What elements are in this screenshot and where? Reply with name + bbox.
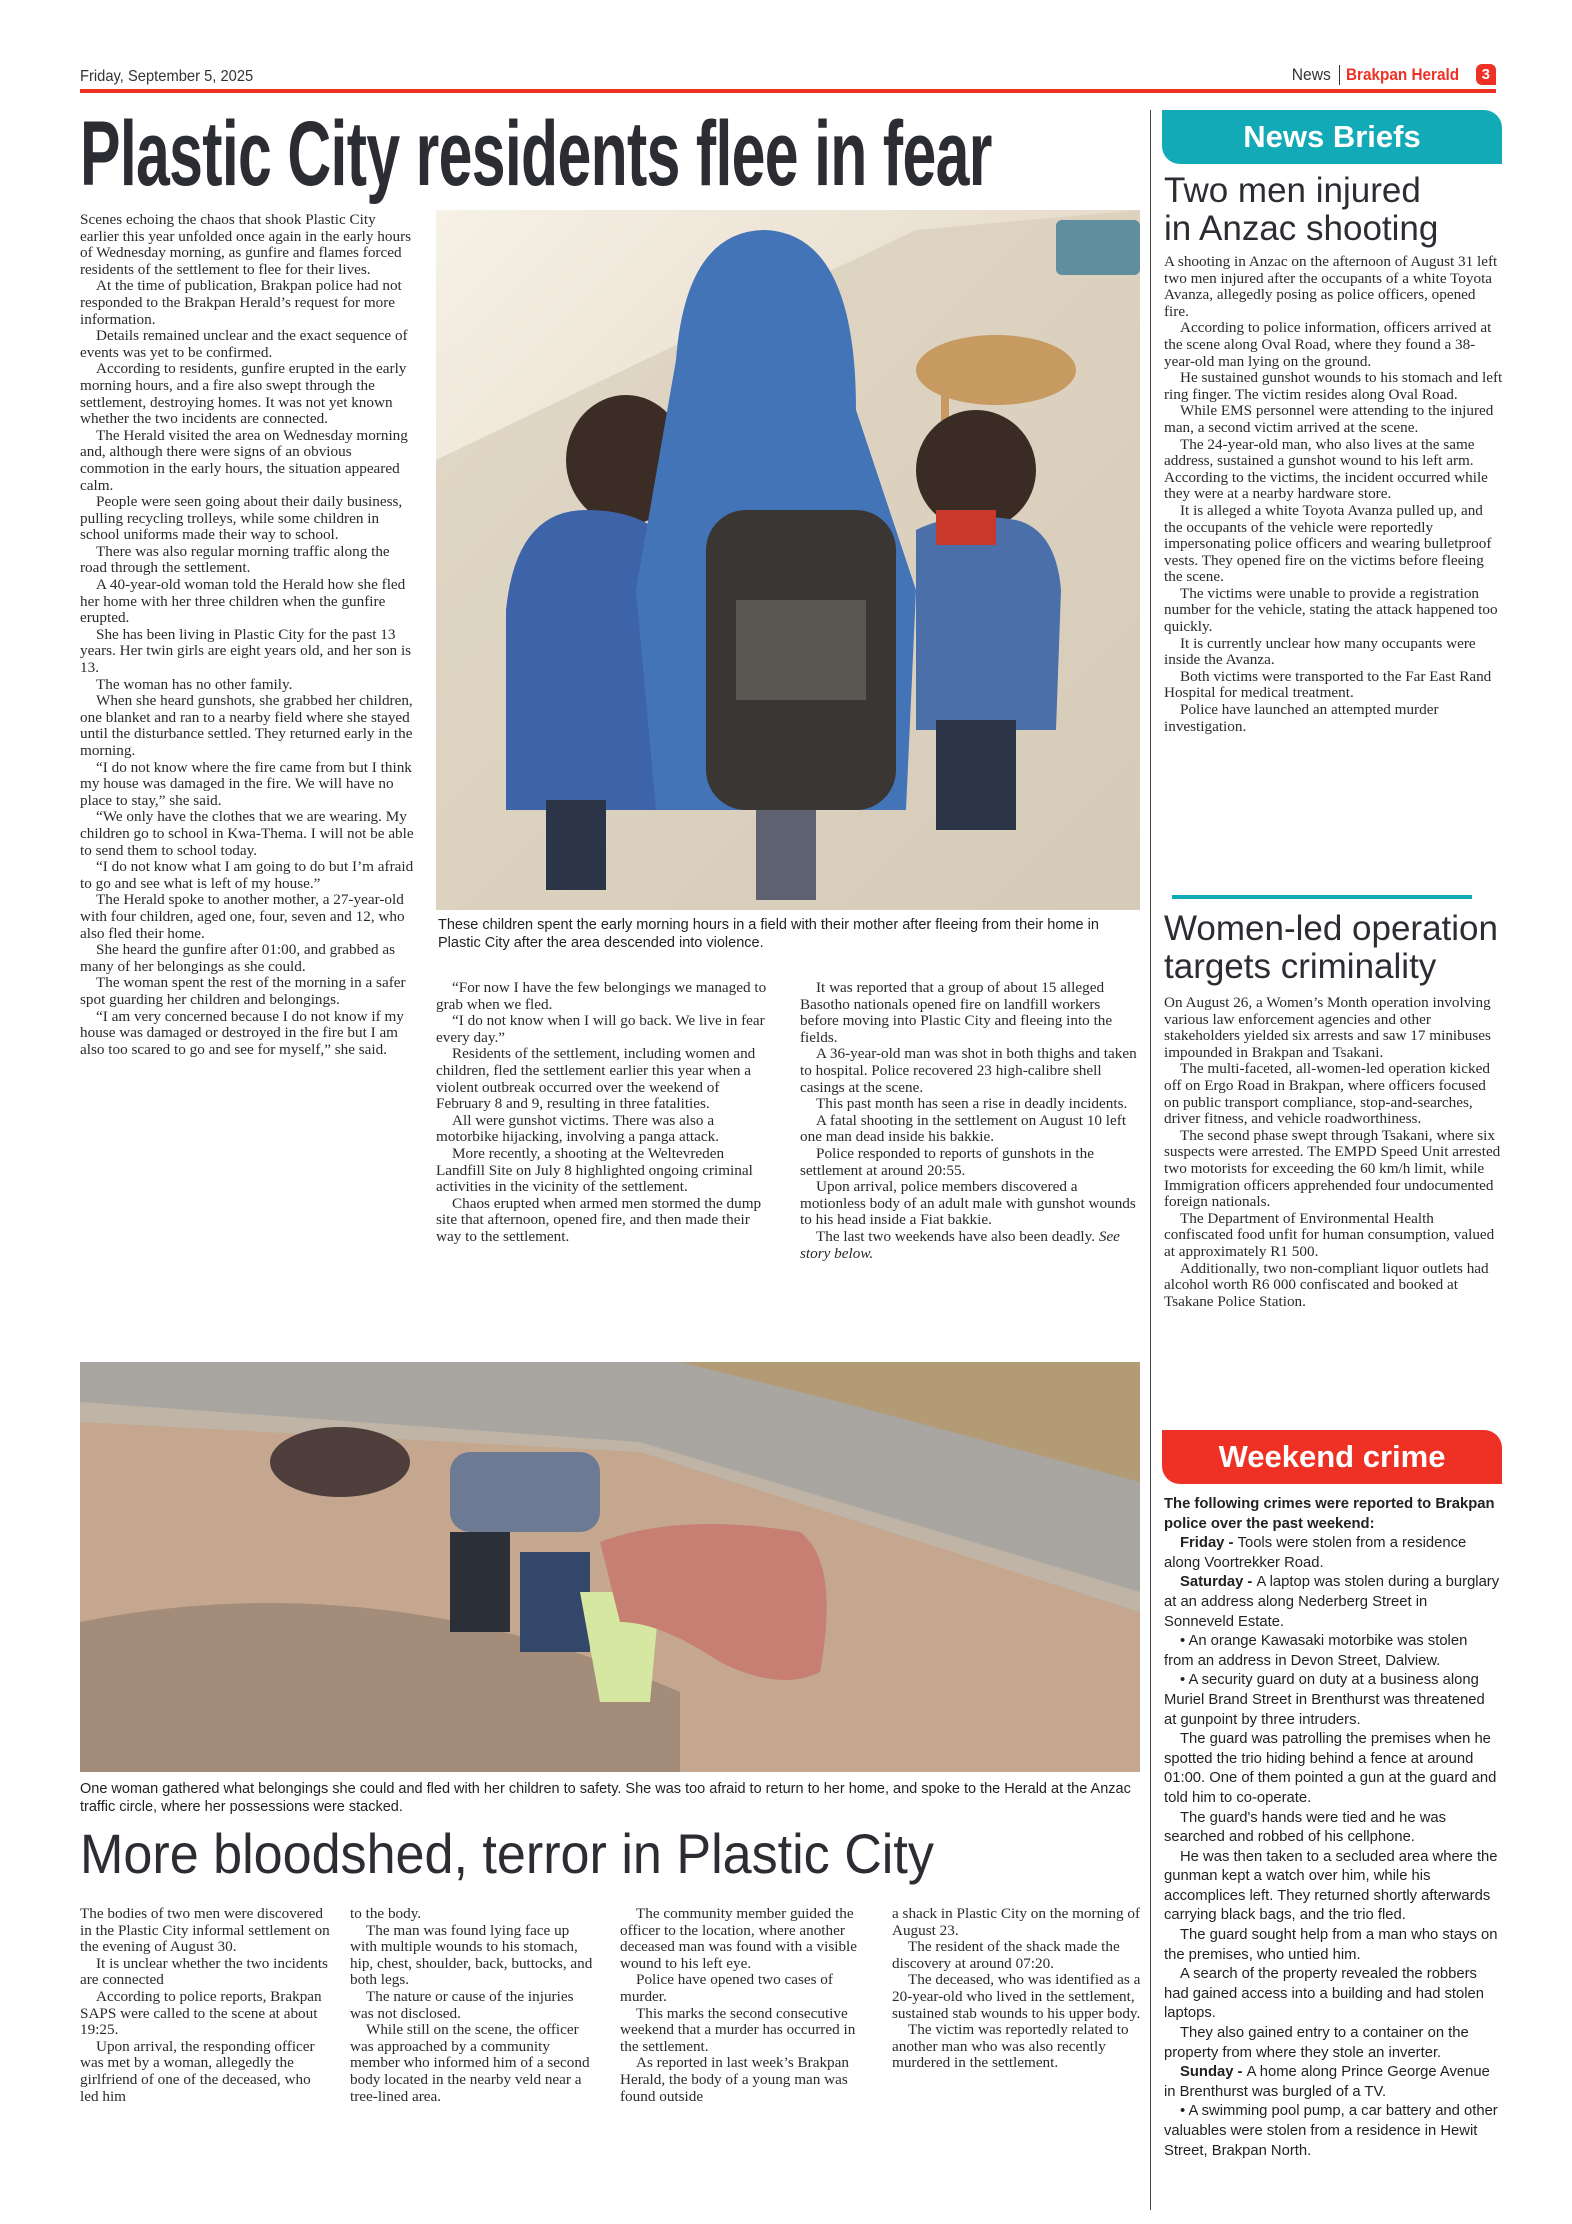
crime-text: A search of the property revealed the robbers had gained access into a building and had stolen laptops. [1164, 1966, 1485, 2022]
paragraph: The woman has no other family. [96, 675, 293, 693]
paragraph: Upon arrival, police members discovered a motionless body of an adult male with gunshot wounds to his head inside a Fiat bakkie. [800, 1178, 1136, 1229]
paragraph: According to police information, officers arrived at the scene along Oval Road, where they found a 38-year-old man lying on the ground. [1164, 319, 1492, 370]
brief2-headline: Women-led operation targets criminality [1164, 909, 1498, 986]
masthead [1290, 64, 1496, 85]
crime-text: He was then taken to a secluded area where the gunman kept a watch over him, while his accomplices left. They returned shortly afterwards carrying black bags, and the trio fled. [1164, 1848, 1498, 1924]
brief1-body [1164, 254, 1504, 735]
paragraph: This past month has seen a rise in deadly incidents. [816, 1095, 1128, 1113]
paragraph: The Herald spoke to another mother, a 27-year-old with four children, aged one, four, seven and 12, who also fled their home. [80, 891, 405, 942]
second-story-column-3 [620, 1906, 870, 2105]
crime-item [1164, 1848, 1500, 1926]
brief1-headline: Two men injured in Anzac shooting [1164, 171, 1439, 248]
paragraph: There was also regular morning traffic along the road through the settlement. [80, 542, 390, 577]
paragraph: The resident of the shack made the discovery at around 07:20. [892, 1938, 1120, 1972]
crime-text: The guard's hands were tied and he was searched and robbed of his cellphone. [1164, 1809, 1447, 1846]
crime-text: A home along Prince George Avenue in Brenthurst was burgled of a TV. [1164, 2064, 1490, 2100]
section-label: News [1292, 64, 1332, 84]
second-headline: More bloodshed, terror in Plastic City [80, 1822, 934, 1885]
crime-item [1164, 2024, 1500, 2063]
paragraph: A shooting in Anzac on the afternoon of August 31 left two men injured after the occupants of a white Toyota Avanza, allegedly posing as police officers, opened fire. [1164, 253, 1498, 320]
see-story-below-link: See story below. [800, 1227, 1120, 1262]
photo-belongings [80, 1362, 1140, 1772]
paragraph: The multi-faceted, all-women-led operation kicked off on Ergo Road in Brakpan, where officers focused on public transport compliance, stop-and-searches, driver fitness, and vehicle roadworthiness. [1164, 1060, 1490, 1128]
paragraph: Scenes echoing the chaos that shook Plastic City earlier this year unfolded once again in the early hours of Wednesday morning, as gunfire and flames forced residents of the settlement to flee for their lives. [80, 211, 412, 278]
belongings-photo-image [80, 1362, 1140, 1772]
column-divider [1150, 110, 1151, 2210]
paragraph: She has been living in Plastic City for the past 13 years. Her twin girls are eight years old, and her son is 13. [80, 625, 412, 677]
paragraph: It is currently unclear how many occupants were inside the Avanza. [1164, 634, 1476, 669]
news-briefs-banner: News Briefs [1162, 110, 1502, 164]
paragraph: Upon arrival, the responding officer was met by a woman, allegedly the girlfriend of one of the deceased, who led him [80, 2037, 315, 2105]
paragraph: The second phase swept through Tsakani, where six suspects were arrested. The EMPD Speed Unit arrested two motorists for exceeding the 60 km/h limit, while Immigration officers apprehended four undocumented foreign nationals. [1164, 1126, 1501, 1211]
crime-item [1164, 1809, 1500, 1848]
main-story-closing: The last two weekends have also been deadly. See story below. [800, 1227, 1120, 1262]
paragraph: a shack in Plastic City on the morning of August 23. [892, 1905, 1141, 1939]
paragraph: Both victims were transported to the Far East Rand Hospital for medical treatment. [1164, 667, 1492, 702]
second-story-column-2 [350, 1906, 600, 2105]
crime-item [1164, 1671, 1500, 1730]
paragraph: The nature or cause of the injuries was not disclosed. [350, 1987, 574, 2022]
paragraph: It is alleged a white Toyota Avanza pulled up, and the occupants of the vehicle were reportedly impersonating police officers and wearing bulletproof vests. They opened fire on the victims before fleeing the scene. [1164, 501, 1492, 586]
crime-item [1164, 2102, 1500, 2161]
crime-text: Tools were stolen from a residence along Voortrekker Road. [1164, 1535, 1467, 1571]
paragraph: The woman spent the rest of the morning in a safer spot guarding her children and belongings. [80, 974, 406, 1008]
paragraph: People were seen going about their daily business, pulling recycling trolleys, while some children in school uniforms made their way to school. [80, 493, 403, 544]
paragraph: The 24-year-old man, who also lives at the same address, sustained a gunshot wound to his left arm. According to the victims, the incident occurred while they were at a nearby hardware store. [1164, 435, 1488, 503]
main-story-column-1 [80, 212, 418, 1058]
paragraph: While EMS personnel were attending to the injured man, a second victim arrived at the scene. [1164, 402, 1494, 436]
crime-item [1164, 1573, 1500, 1632]
paragraph: “I do not know when I will go back. We live in fear every day.” [436, 1012, 765, 1046]
photo-children-caption: These children spent the early morning hours in a field with their mother after fleeing from their home in Plastic City after the area descended into violence. [438, 917, 1099, 951]
brief2-body [1164, 995, 1504, 1310]
paragraph: The man was found lying face up with multiple wounds to his stomach, hip, chest, shoulder, back, buttocks, and both legs. [350, 1921, 593, 1989]
paragraph: Police have launched an attempted murder investigation. [1164, 701, 1439, 735]
paragraph: The community member guided the officer to the location, where another deceased man was found with a visible wound to his left eye. [620, 1905, 858, 1972]
paragraph: Details remained unclear and the exact sequence of events was yet to be confirmed. [80, 327, 408, 361]
crime-day-label: Friday - [1180, 1535, 1238, 1552]
paragraph: The deceased, who was identified as a 20-year-old who lived in the settlement, sustained stab wounds to his upper body. [892, 1971, 1141, 2022]
crime-text: • A security guard on duty at a business along Muriel Brand Street in Brenthurst was threatened at gunpoint by three intruders. [1164, 1672, 1485, 1728]
paragraph: The bodies of two men were discovered in the Plastic City informal settlement on the evening of August 30. [80, 1905, 330, 1956]
brief-divider [1172, 895, 1472, 899]
crime-text: • A swimming pool pump, a car battery and other valuables were stolen from a residence in Hewit Street, Brakpan North. [1164, 2103, 1498, 2159]
page-number-badge: 3 [1476, 64, 1496, 85]
paragraph: At the time of publication, Brakpan police had not responded to the Brakpan Herald’s request for more information. [80, 277, 402, 328]
crime-day-label: Saturday - [1180, 1574, 1257, 1591]
divider [1339, 65, 1340, 85]
paragraph: The victim was reportedly related to another man who was also recently murdered in the settlement. [892, 2021, 1129, 2072]
paragraph: to the body. [350, 1905, 422, 1922]
second-story-column-1 [80, 1906, 330, 2105]
paragraph: A 40-year-old woman told the Herald how she fled her home with her three children when the gunfire erupted. [80, 576, 406, 627]
paragraph: All were gunshot victims. There was also a motorbike hijacking, involving a panga attack. [436, 1111, 720, 1146]
paragraph: A 36-year-old man was shot in both thighs and taken to hospital. Police recovered 23 high-calibre shell casings at the scene. [800, 1045, 1137, 1096]
photo-belongings-caption: One woman gathered what belongings she could and fled with her children to safety. She was too afraid to return to her home, and spoke to the Herald at the Anzac traffic circle, where her possessions were stacked. [80, 1781, 1131, 1815]
paragraph: He sustained gunshot wounds to his stomach and left ring finger. The victim resides along Oval Road. [1164, 369, 1503, 403]
crime-item [1164, 1730, 1500, 1808]
paragraph: When she heard gunshots, she grabbed her children, one blanket and ran to a nearby field where she stayed until the disturbance settled. They returned early in the morning. [80, 692, 413, 759]
weekend-crime-list [1164, 1495, 1500, 2161]
paragraph: This marks the second consecutive weekend that a murder has occurred in the settlement. [620, 2004, 856, 2055]
crime-item [1164, 1926, 1500, 1965]
paragraph: A fatal shooting in the settlement on August 10 left one man dead inside his bakkie. [800, 1111, 1127, 1146]
crime-text: The guard sought help from a man who stays on the premises, who untied him. [1164, 1927, 1498, 1963]
crime-text: They also gained entry to a container on the property from where they stole an inverter. [1164, 2025, 1469, 2061]
paragraph: The Department of Environmental Health confiscated food unfit for human consumption, valued at approximately R1 500. [1164, 1209, 1495, 1260]
paragraph: Police have opened two cases of murder. [620, 1971, 833, 2005]
paragraph: More recently, a shooting at the Weltevreden Landfill Site on July 8 highlighted ongoing criminal activities in the vicinity of the settlement. [436, 1144, 753, 1196]
paragraph: Residents of the settlement, including women and children, fled the settlement earlier this year when a violent outbreak occurred over the weekend of February 8 and 9, resulting in three fatalities. [436, 1045, 756, 1113]
paragraph: While still on the scene, the officer was approached by a community member who informed him of a second body located in the nearby veld near a tree-lined area. [350, 2021, 590, 2105]
paragraph: On August 26, a Women’s Month operation involving various law enforcement agencies and other stakeholders yielded six arrests and saw 17 minibuses impounded in Brakpan and Tsakani. [1164, 994, 1491, 1061]
paragraph: “I am very concerned because I do not know if my house was damaged or destroyed in the fire but I am also too scared to go and see for myself,” she said. [80, 1007, 404, 1058]
weekend-crime-banner: Weekend crime [1162, 1430, 1502, 1484]
main-story-column-2 [436, 980, 776, 1246]
crime-item [1164, 1632, 1500, 1671]
second-story-column-4 [892, 1906, 1142, 2072]
crime-text: The guard was patrolling the premises when he spotted the trio hiding behind a fence at around 01:00. One of them pointed a gun at the guard and told him to co-operate. [1164, 1731, 1497, 1806]
paragraph: “For now I have the few belongings we managed to grab when we fled. [436, 979, 767, 1013]
crime-item [1164, 1534, 1500, 1573]
paragraph: She heard the gunfire after 01:00, and grabbed as many of her belongings as she could. [80, 941, 395, 975]
paragraph: “I do not know where the fire came from but I think my house was damaged in the fire. We will have no place to stay,” she said. [80, 758, 412, 809]
paragraph: The Herald visited the area on Wednesday morning and, although there were signs of an obvious commotion in the early hours, the situation appeared calm. [80, 426, 408, 494]
page-header [80, 64, 1496, 92]
crime-item [1164, 1965, 1500, 2024]
paragraph: Additionally, two non-compliant liquor outlets had alcohol worth R6 000 confiscated and booked at Tsakane Police Station. [1164, 1259, 1489, 1310]
header-rule [80, 89, 1496, 93]
paragraph: According to residents, gunfire erupted in the early morning hours, and a fire also swept through the settlement, destroying homes. It was not yet known whether the two incidents are connected. [80, 360, 407, 428]
paragraph: The victims were unable to provide a registration number for the vehicle, stating the attack happened too quickly. [1164, 584, 1498, 636]
photo-children [436, 210, 1140, 910]
paragraph: According to police reports, Brakpan SAPS were called to the scene at about 19:25. [80, 1987, 322, 2039]
weekend-crime-intro: The following crimes were reported to Brakpan police over the past weekend: [1164, 1496, 1495, 1532]
main-headline: Plastic City residents flee in fear [80, 103, 992, 205]
crime-text: A laptop was stolen during a burglary at an address along Nederberg Street in Sonneveld Estate. [1164, 1574, 1500, 1630]
main-story-column-3 [800, 980, 1140, 1262]
paragraph: “I do not know what I am going to do but I’m afraid to go and see what is left of my house.” [80, 858, 414, 892]
issue-date: Friday, September 5, 2025 [80, 68, 254, 85]
paragraph: It is unclear whether the two incidents are connected [80, 1954, 328, 1989]
crime-text: • An orange Kawasaki motorbike was stolen from an address in Devon Street, Dalview. [1164, 1633, 1468, 1669]
paper-name: Brakpan Herald [1345, 64, 1460, 84]
paragraph: It was reported that a group of about 15 alleged Basotho nationals opened fire on landfill workers before moving into Plastic City and fleeing into the fields. [800, 979, 1113, 1046]
children-photo-image [436, 210, 1140, 910]
paragraph: Police responded to reports of gunshots in the settlement at around 20:55. [800, 1144, 1094, 1179]
crime-day-label: Sunday - [1180, 2064, 1247, 2081]
paragraph: “We only have the clothes that we are wearing. My children go to school in Kwa-Thema. I will not be able to send them to school today. [80, 808, 414, 859]
crime-item [1164, 2063, 1500, 2102]
paragraph: Chaos erupted when armed men stormed the dump site that afternoon, opened fire, and then made their way to the settlement. [436, 1194, 762, 1245]
paragraph: As reported in last week’s Brakpan Herald, the body of a young man was found outside [620, 2054, 849, 2105]
